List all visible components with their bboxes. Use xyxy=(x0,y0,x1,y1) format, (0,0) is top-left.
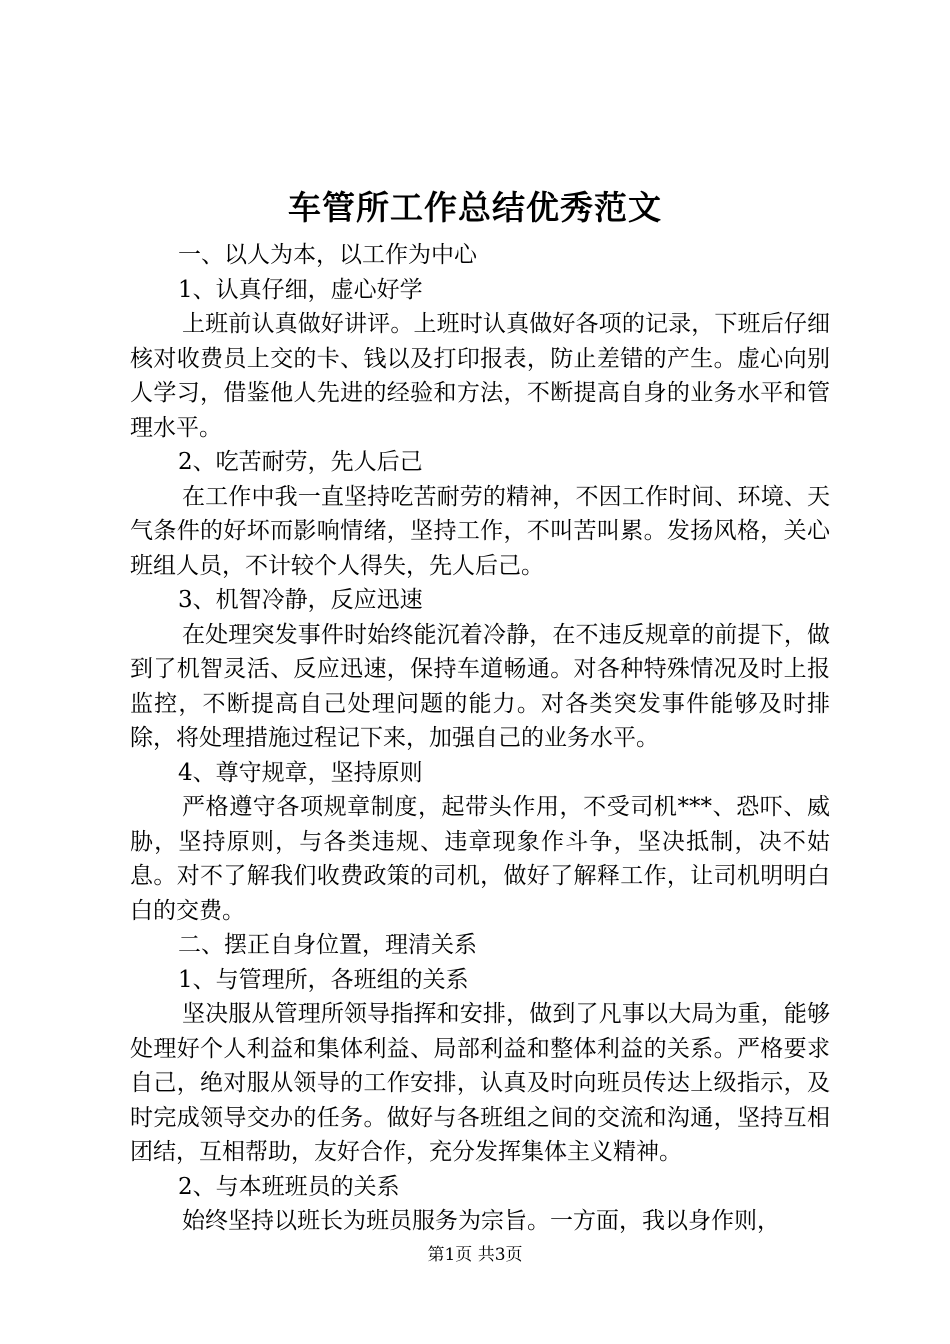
section-heading-2: 二、摆正自身位置，理清关系 xyxy=(178,932,477,958)
paragraph-1-1: 上班前认真做好讲评。上班时认真做好各项的记录，下班后仔细核对收费员上交的卡、钱以及打印报表，防止差错的产生。虚心向别人学习，借鉴他人先进的经验和方法，不断提高自身的业务水平和管理水平。 xyxy=(130,311,830,441)
document-body xyxy=(130,238,830,1239)
subsection-heading-1-2: 2、吃苦耐劳，先人后己 xyxy=(178,449,423,475)
section-heading-1: 一、以人为本，以工作为中心 xyxy=(178,242,477,268)
paragraph-2-2: 始终坚持以班长为班员服务为宗旨。一方面，我以身作则， xyxy=(182,1208,780,1234)
paragraph-1-4: 严格遵守各项规章制度，起带头作用，不受司机***、恐吓、威胁，坚持原则，与各类违规、违章现象作斗争，坚决抵制，决不姑息。对不了解我们收费政策的司机，做好了解释工作，让司机明明白白的交费。 xyxy=(130,794,830,924)
subsection-heading-1-4: 4、尊守规章，坚持原则 xyxy=(178,759,423,786)
subsection-heading-2-1: 1、与管理所，各班组的关系 xyxy=(178,966,469,993)
paragraph-1-2: 在工作中我一直坚持吃苦耐劳的精神，不因工作时间、环境、天气条件的好坏而影响情绪，坚持工作，不叫苦叫累。发扬风格，关心班组人员，不计较个人得失，先人后己。 xyxy=(130,483,830,579)
subsection-heading-2-2: 2、与本班班员的关系 xyxy=(178,1173,400,1200)
paragraph-1-3: 在处理突发事件时始终能沉着冷静，在不违反规章的前提下，做到了机智灵活、反应迅速，保持车道畅通。对各种特殊情况及时上报监控，不断提高自己处理问题的能力。对各类突发事件能够及时排除，将处理措施过程记下来，加强自己的业务水平。 xyxy=(130,621,830,751)
page-number-footer: 第1页 共3页 xyxy=(427,1245,523,1265)
subsection-heading-1-1: 1、认真仔细，虚心好学 xyxy=(178,276,423,303)
paragraph-2-1: 坚决服从管理所领导指挥和安排，做到了凡事以大局为重，能够处理好个人利益和集体利益、局部利益和整体利益的关系。严格要求自己，绝对服从领导的工作安排，认真及时向班员传达上级指示，及时完成领导交办的任务。做好与各班组之间的交流和沟通，坚持互相团结，互相帮助，友好合作，充分发挥集体主义精神。 xyxy=(130,1001,830,1165)
subsection-heading-1-3: 3、机智冷静，反应迅速 xyxy=(178,587,423,613)
document-title: 车管所工作总结优秀范文 xyxy=(288,188,662,227)
